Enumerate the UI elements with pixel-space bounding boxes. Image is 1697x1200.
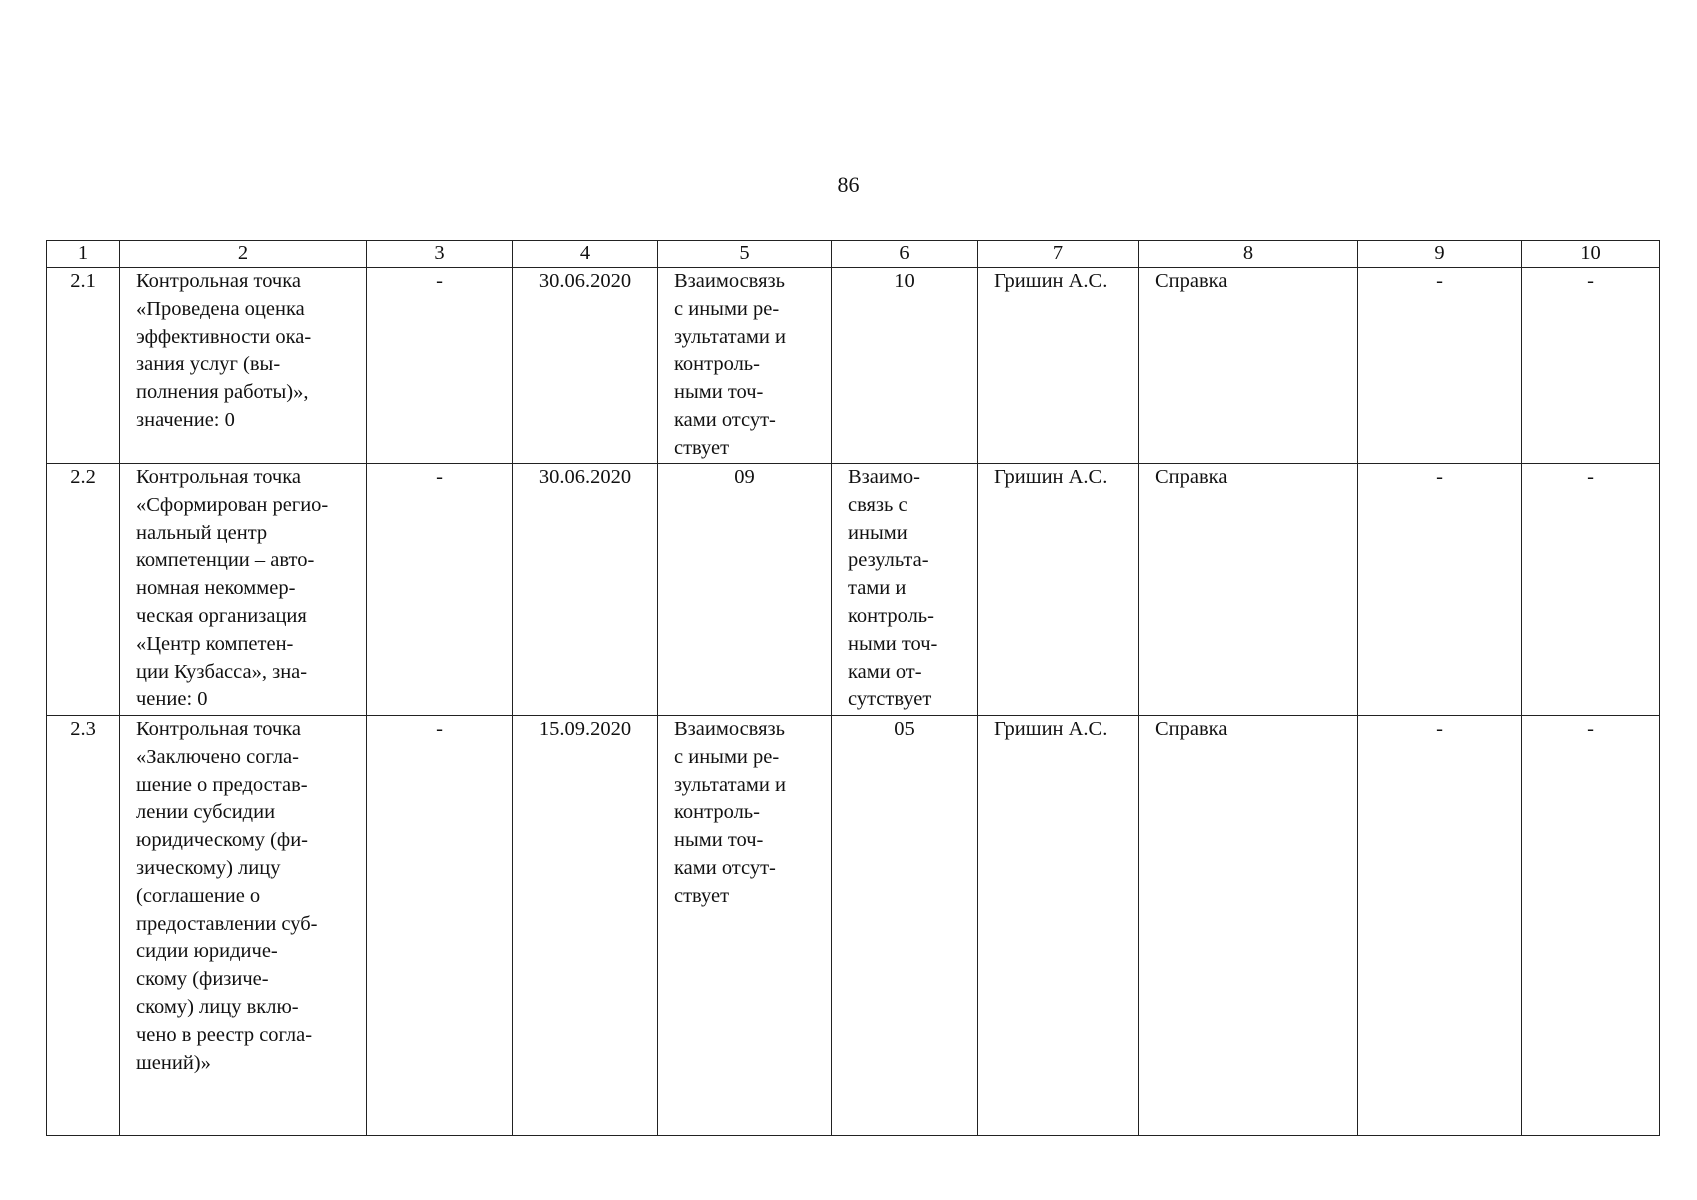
cell-col10: - [1522,716,1660,1136]
row-number: 2.2 [47,464,120,716]
page-number: 86 [837,172,860,197]
row-number: 2.1 [47,268,120,464]
checkpoint-date: 15.09.2020 [513,716,658,1136]
table-row [47,268,1660,464]
column-header: 6 [832,241,978,268]
cell-col10: - [1522,268,1660,464]
document-type: Справка [1139,268,1358,464]
cell-col6: Взаимо- связь с иными результа- тами и контроль- ными точ- ками от- сутствует [832,464,978,716]
cell-col10: - [1522,464,1660,716]
responsible-person: Гришин А.С. [978,716,1139,1136]
cell-col9: - [1358,716,1522,1136]
checkpoint-name: Контрольная точка «Проведена оценка эффективности ока- зания услуг (вы- полнения работы)», значение: 0 [120,268,367,464]
checkpoint-date: 30.06.2020 [513,464,658,716]
column-header: 7 [978,241,1139,268]
column-header: 10 [1522,241,1660,268]
cell-col3: - [367,716,513,1136]
cell-col9: - [1358,268,1522,464]
column-header: 4 [513,241,658,268]
column-header: 3 [367,241,513,268]
cell-col6: 05 [832,716,978,1136]
checkpoint-name: Контрольная точка «Сформирован регио- нальный центр компетенции – авто- номная некоммер- ческая организация «Центр компетен- ции Кузбасса», зна- чение: 0 [120,464,367,716]
cell-col5: 09 [658,464,832,716]
responsible-person: Гришин А.С. [978,464,1139,716]
responsible-person: Гришин А.С. [978,268,1139,464]
column-header: 8 [1139,241,1358,268]
cell-col3: - [367,464,513,716]
column-header: 9 [1358,241,1522,268]
column-header: 1 [47,241,120,268]
cell-col9: - [1358,464,1522,716]
checkpoint-table [46,240,1660,1136]
table-row [47,716,1660,1136]
table-header-row [47,241,1660,268]
document-type: Справка [1139,464,1358,716]
table-row [47,464,1660,716]
cell-col6: 10 [832,268,978,464]
checkpoint-name: Контрольная точка «Заключено согла- шение о предостав- лении субсидии юридическому (фи- зическому) лицу (соглашение о предоставлении суб- сидии юридиче- скому (физиче- скому) лицу вклю- чено в реестр согла- шений)» [120,716,367,1136]
column-header: 2 [120,241,367,268]
document-type: Справка [1139,716,1358,1136]
checkpoint-date: 30.06.2020 [513,268,658,464]
column-header: 5 [658,241,832,268]
cell-col5: Взаимосвязь с иными ре- зультатами и контроль- ными точ- ками отсут- ствует [658,716,832,1136]
row-number: 2.3 [47,716,120,1136]
cell-col5: Взаимосвязь с иными ре- зультатами и контроль- ными точ- ками отсут- ствует [658,268,832,464]
cell-col3: - [367,268,513,464]
